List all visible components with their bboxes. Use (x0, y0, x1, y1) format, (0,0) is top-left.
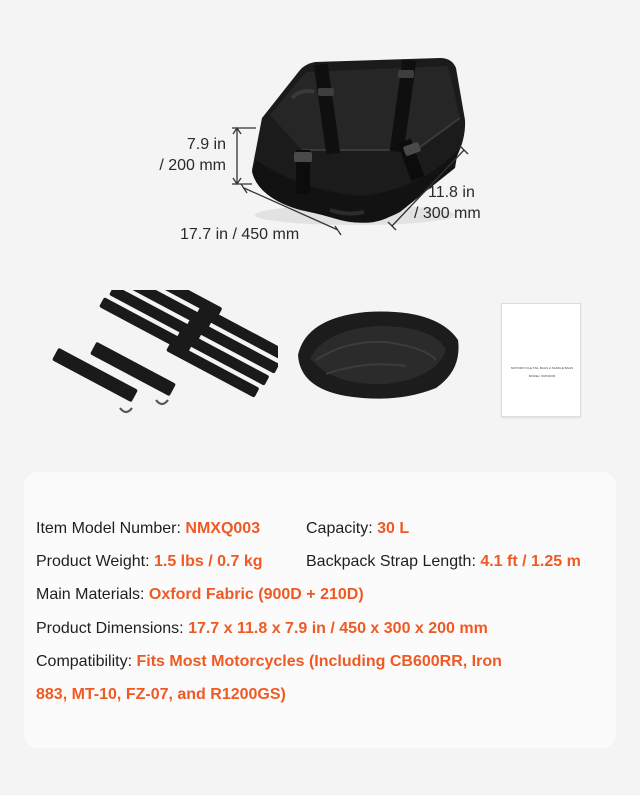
spec-capacity (306, 518, 409, 540)
package-label-line2: MODEL: NMXQ003 (528, 374, 556, 378)
spec-strap-label: Backpack Strap Length: (306, 553, 481, 570)
straps-image (48, 290, 278, 420)
spec-compatibility-cont (36, 684, 286, 706)
spec-strap (306, 551, 581, 573)
spec-card (24, 472, 616, 748)
spec-materials-label: Main Materials: (36, 586, 149, 603)
package-bag (501, 303, 581, 417)
spec-capacity-label: Capacity: (306, 520, 378, 537)
spec-weight-value: 1.5 lbs / 0.7 kg (153, 553, 263, 570)
spec-model-label: Item Model Number: (36, 520, 186, 537)
spec-capacity-value: 30 L (377, 520, 410, 537)
depth-label (414, 182, 481, 224)
spec-dimensions (36, 618, 488, 640)
spec-compatibility-value-2: 883, MT-10, FZ-07, and R1200GS) (36, 686, 286, 703)
width-label: 17.7 in / 450 mm (180, 226, 300, 243)
spec-dimensions-label: Product Dimensions: (36, 620, 189, 637)
spec-weight (36, 551, 262, 573)
spec-compatibility (36, 651, 502, 673)
spec-model-value: NMXQ003 (185, 520, 261, 537)
spec-materials (36, 584, 364, 606)
depth-mm-text: / 300 mm (414, 205, 481, 222)
spec-compatibility-label: Compatibility: (36, 653, 137, 670)
spec-weight-label: Product Weight: (36, 553, 154, 570)
spec-compatibility-value: Fits Most Motorcycles (Including CB600RR, Iron (136, 653, 502, 670)
height-mm-text: / 200 mm (159, 157, 226, 174)
height-label (140, 134, 226, 176)
spec-materials-value: Oxford Fabric (900D + 210D) (148, 586, 364, 603)
height-in-text: 7.9 in (186, 136, 226, 153)
depth-in-text: 11.8 in (428, 184, 475, 201)
spec-dimensions-value: 17.7 x 11.8 x 7.9 in / 450 x 300 x 200 mm (188, 620, 488, 637)
bag-illustration (0, 0, 640, 260)
package-label-line1: MOTORCYCLE TAIL BAGS & SADDLE BAGS (511, 366, 573, 370)
spec-model (36, 518, 260, 540)
rain-cover-image (286, 300, 466, 410)
spec-strap-value: 4.1 ft / 1.25 m (480, 553, 581, 570)
